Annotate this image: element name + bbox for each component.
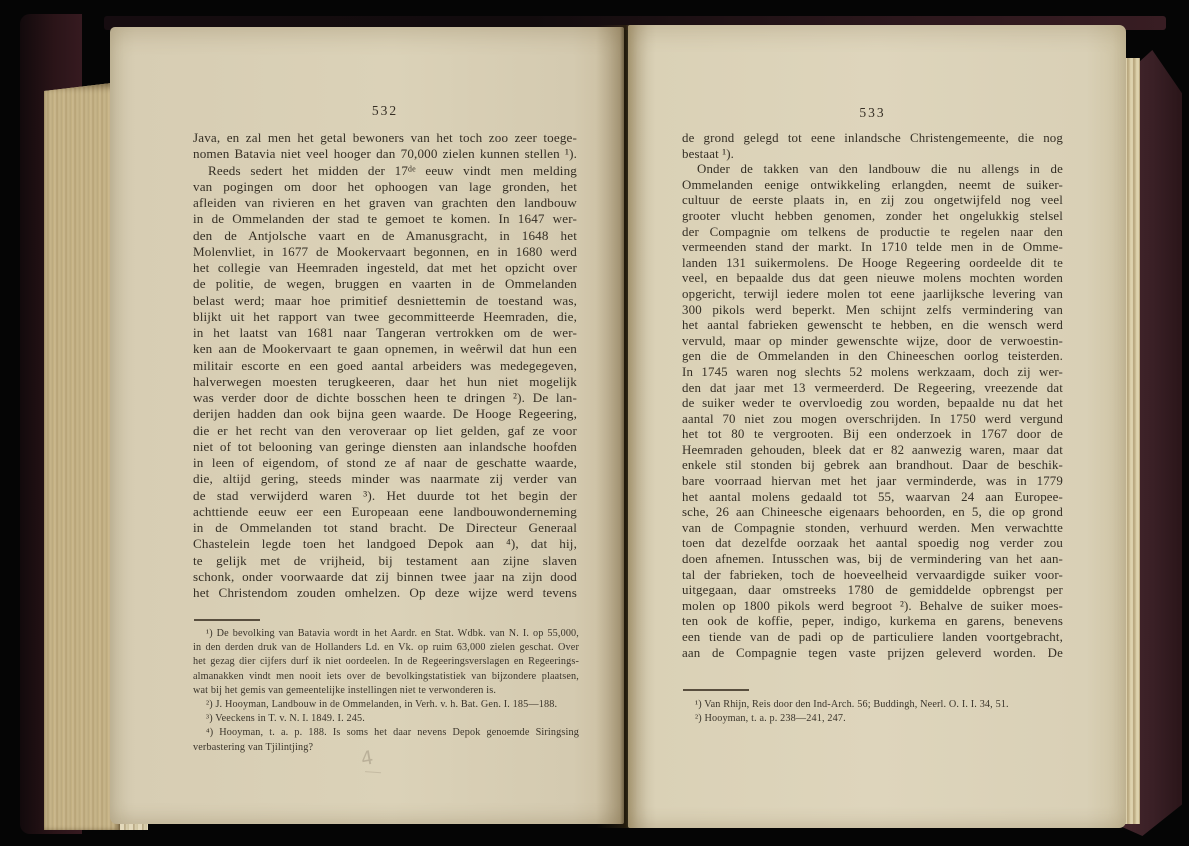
text-line: was verder door de dichte bosschen heen te dringen ²). De lan-: [193, 390, 577, 405]
text-line: het aantal molens gedaald tot 55, waarvan 24 aan Europee-: [682, 489, 1063, 504]
footnote-separator: [683, 689, 749, 691]
text-line: ²) Hooyman, t. a. p. 238—241, 247.: [695, 713, 846, 725]
text-line: niet of tot belooning van geringe diensten aan inlandsche hoofden: [193, 438, 577, 454]
text-line: in het laatst van 1681 naar Tangeran vertrokken om de wer-: [193, 325, 577, 340]
text-line: ³) Veeckens in T. v. N. I. 1849. I. 245.: [206, 713, 365, 725]
text-line: die er het recht van den veroveraar op liet gelden, gaf ze voor: [193, 422, 577, 438]
text-line: het Christendom zouden omhelzen. Op deze wijze werd tevens: [193, 585, 577, 600]
text-line: het gezag dier cijfers durf ik niet oordeelen. In de Regeeringsverslagen en Regeerings-: [193, 656, 579, 668]
text-line: ¹) De bevolking van Batavia wordt in het Aardr. en Stat. Wdbk. van N. I. op 55,000,: [206, 628, 579, 639]
text-line: belast werd; maar hoe primitief desniettemin de toestand was,: [193, 292, 577, 308]
text-line: wat bij het gemis van gemeentelijke instellingen niet te verwonderen is.: [193, 684, 497, 696]
text-line: in de Ommelanden der stad te gemoet te komen. In 1647 wer-: [193, 211, 577, 227]
text-line: militair escorte en een goed aantal arbeiders was medegegeven,: [193, 357, 577, 373]
text-line: In 1745 waren nog slechts 52 molens werkzaam, doch zij wer-: [682, 364, 1063, 379]
text-line: ¹) Van Rhijn, Reis door den Ind-Arch. 56; Buddingh, Neerl. O. I. I. 34, 51.: [695, 699, 1009, 710]
text-line: de grond gelegd tot eene inlandsche Christengemeente, die nog: [682, 131, 1063, 145]
text-line: in den derden druk van de Hollanders Ld. en Vk. op ruim 63,000 zielen geschat. Over: [193, 642, 579, 654]
page-stack-left-edge: [44, 82, 120, 830]
text-line: almanakken vindt men nooit iets over de bevolkingstatistiek van bijzondere plaatsen,: [193, 670, 579, 682]
text-line: Onder de takken van den landbouw die nu allengs in de: [697, 162, 1063, 177]
text-line: den dat jaar met 13 vermeerderd. De Regeering, vreezende dat: [682, 380, 1063, 395]
text-line: derijen hadden dan ook bijna geen waarde. De Hooge Regeering,: [193, 406, 577, 422]
text-line: tal der fabrieken, toch de hoeveelheid vervaardigde suiker voor-: [682, 567, 1063, 582]
text-line: landen 131 suikermolens. De Hooge Regeering oordeelde dit te: [682, 255, 1063, 270]
page-body: [682, 131, 1063, 661]
text-line: de stad verwijderd waren ³). Het duurde tot het begin der: [193, 487, 577, 503]
text-line: te gelijk met de vrijheid, bij testament aan zijne slaven: [193, 552, 577, 568]
text-line: die, altijd gering, steeds minder was naarmate zij verder van: [193, 471, 577, 487]
text-line: vermeenden stand der markt. In 1710 telde men in de Omme-: [682, 240, 1063, 255]
text-line: achttiende eeuw eer een Europeaan eene landbouwonderneming: [193, 503, 577, 519]
text-line: vervuld, maar op minder gewenschte wijze, door de verwoestin-: [682, 333, 1063, 348]
text-line: bare voorraad hiervan met het jaar verminderde, was in 1779: [682, 474, 1063, 489]
text-line: schonk, onder voorwaarde dat zij binnen twee jaar na zijn dood: [193, 568, 577, 584]
text-line: veel, en bepaalde dus dat geen nieuwe molens mochten worden: [682, 271, 1063, 286]
text-line: 300 pikols werd beperkt. Men schijnt zelfs vermindering van: [682, 302, 1063, 317]
text-line: enkele stil stonden bij gebrek aan brandhout. Daar de beschik-: [682, 458, 1063, 473]
page-number-left: 532: [371, 103, 399, 118]
text-line: het collegie van Heemraden ingesteld, dat met het opzicht over: [193, 260, 577, 275]
text-line: aan de Compagnie tegen vaste prijzen geleverd worden. De: [682, 645, 1063, 660]
text-line: een tiende van de padi op de particuliere landen voortgebracht,: [682, 630, 1063, 644]
text-line: grooter vlucht hebben genomen, zonder het ongelukkig stelsel: [682, 208, 1063, 223]
text-line: cultuur de eerste plaats in, en zij zou ongetwijfeld nog veel: [682, 193, 1063, 208]
text-line: verbastering van Tjilintjing?: [193, 741, 314, 753]
text-line: in leen of eigendom, of stond ze af naar de geschatte waarde,: [193, 455, 577, 470]
text-line: ken aan de Mookervaart te gaan opnemen, in weêrwil dat hun een: [193, 341, 577, 357]
text-line: ⁴) Hooyman, t. a. p. 188. Is soms het daar nevens Depok genoemde Siringsing: [206, 727, 579, 739]
text-line: den de Antjolsche vaart en de Amanusgracht, in 1648 het: [193, 227, 577, 243]
text-line: Heemraden gehouden, bleek dat er 82 aanwezig waren, maar dat: [682, 442, 1063, 457]
page-number-right: 533: [859, 105, 886, 120]
page-footnotes: [682, 698, 1063, 726]
text-line: ten ook de koffie, peper, indigo, kurkema en garens, benevens: [682, 614, 1063, 629]
text-line: opgericht, terwijl iedere molen tot eene jaarlijksche levering van: [682, 286, 1063, 301]
text-line: uitgegaan, daar omstreeks 1780 de gemiddelde opbrengst per: [682, 583, 1063, 598]
pencil-mark: 4: [359, 742, 404, 782]
text-line: molen op 1800 pikols werd begroot ²). Behalve de suiker moes-: [682, 598, 1063, 613]
text-line: van de Compagnie stonden, verhuurd werden. Men verwachtte: [682, 520, 1063, 535]
page-532: [110, 27, 624, 824]
footnote-separator: [194, 619, 260, 621]
text-line: der Compagnie om telkens de productie te regelen naar den: [682, 224, 1063, 239]
text-line: in de Ommelanden tot stand bracht. De Directeur Generaal: [193, 520, 577, 535]
page-footnotes: [193, 627, 579, 755]
text-line: toen dat dezelfde oorzaak het aantal spoedig nog verder zou: [682, 536, 1063, 551]
page-533: [628, 25, 1126, 828]
text-line: afleiden van rivieren en het graven van grachten den landbouw: [193, 195, 577, 210]
text-line: het tot 80 te vergrooten. Bij een onderzoek in 1767 door de: [682, 427, 1063, 442]
text-line: Ommelanden eenige ontwikkeling erlangden, neemt de suiker-: [682, 177, 1063, 192]
text-line: van pogingen om door het ophoogen van lage gronden, het: [193, 178, 577, 194]
text-line: blijkt uit het rapport van twee gecommitteerde Heemraden, die,: [193, 308, 577, 324]
text-line: doen afnemen. Intusschen was, bij de vermindering van het aan-: [682, 552, 1063, 567]
text-line: halverwegen moesten terugkeeren, daar het hun niet mogelijk: [193, 373, 577, 389]
text-line: nomen Batavia niet veel hooger dan 70,000 zielen kunnen stellen ¹).: [193, 146, 577, 162]
text-line: gen die de Ommelanden in den Chineeschen oorlog teisterden.: [682, 349, 1063, 364]
text-line: Reeds sedert het midden der 17ᵈᵉ eeuw vindt men melding: [208, 162, 577, 178]
text-line: sche, 26 aan Chineesche eigenaars behoorden, en 5, die op grond: [682, 505, 1063, 520]
text-line: Java, en zal men het getal bewoners van het toch zoo zeer toege-: [193, 130, 577, 145]
text-line: Chastelein legde toen het landgoed Depok aan ⁴), dat hij,: [193, 536, 577, 552]
text-line: bestaat ¹).: [682, 146, 735, 161]
text-line: het aantal fabrieken gewenscht te hebben, en die wensch werd: [682, 318, 1063, 333]
text-line: ²) J. Hooyman, Landbouw in de Ommelanden, in Verh. v. h. Bat. Gen. I. 185—188.: [206, 699, 558, 711]
page-body: [193, 130, 577, 601]
text-line: de politie, de wegen, bruggen en vaarten in de Ommelanden: [193, 276, 577, 292]
text-line: Molenvliet, in 1677 de Mookervaart begonnen, en in 1680 werd: [193, 243, 577, 259]
text-line: aantal 70 niet zou mogen overschrijden. In 1750 werd vergund: [682, 411, 1063, 426]
text-line: de suiker weder te overvloedig zou worden, bepaalde nu dat het: [682, 396, 1063, 411]
